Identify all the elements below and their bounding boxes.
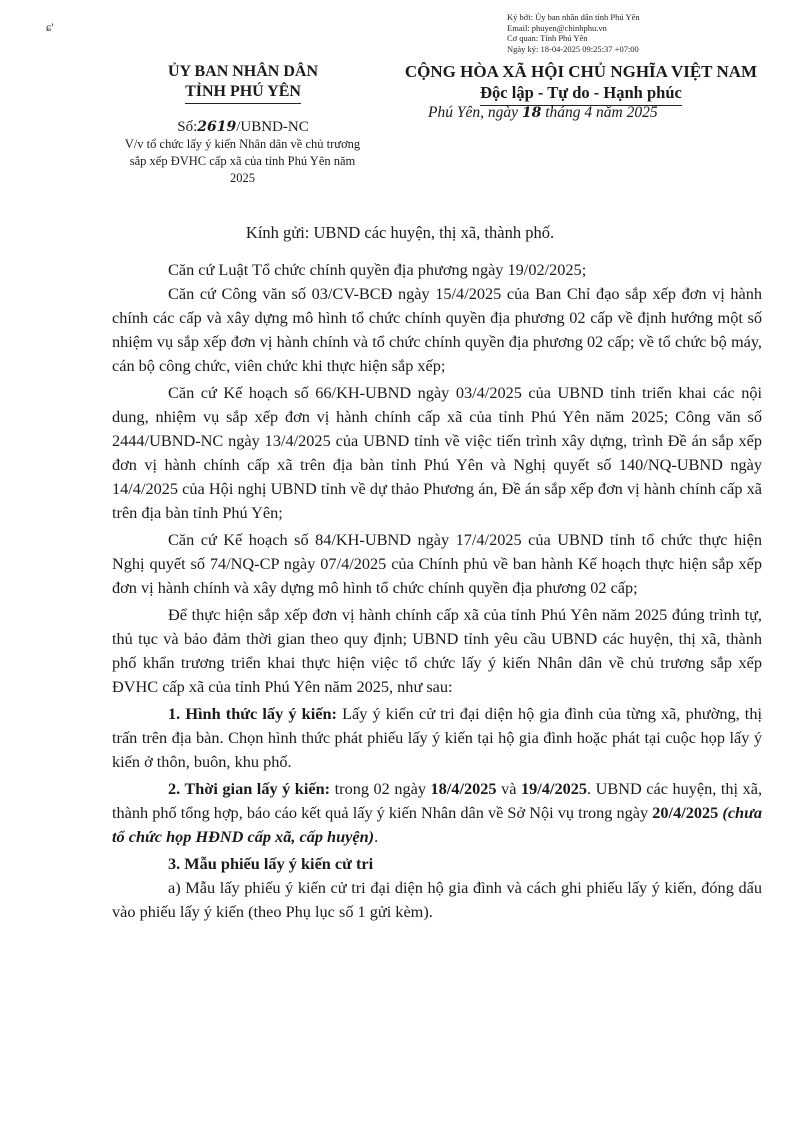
document-subject: V/v tổ chức lấy ý kiến Nhân dân về chủ trương sắp xếp ĐVHC cấp xã của tỉnh Phú Yên năm 2025 bbox=[124, 137, 361, 185]
paragraph-purpose: Để thực hiện sắp xếp đơn vị hành chính cấp xã của tỉnh Phú Yên năm 2025 đúng trình tự, thủ tục và bảo đảm thời gian theo quy định; UBND tỉnh yêu cầu UBND các huyện, thị xã, thành phố khẩn trương triển khai thực hiện việc tổ chức lấy ý kiến Nhân dân về chủ trương sắp xếp ĐVHC cấp xã của tỉnh Phú Yên năm 2025, như sau: bbox=[112, 605, 762, 696]
section-2-note: (chưa tổ chức họp HĐND cấp xã, cấp huyện) bbox=[112, 803, 762, 846]
signature-date: Ngày ký: 18-04-2025 09:25:37 +07:00 bbox=[507, 43, 639, 54]
section-2-text-b: . UBND các huyện, thị xã, thành phố tổng hợp, báo cáo kết quả lấy ý kiến Nhân dân về Sở Nội vụ trong ngày bbox=[112, 779, 763, 822]
docno-suffix: /UBND-NC bbox=[236, 119, 309, 135]
section-2-text-a: trong 02 ngày bbox=[330, 779, 431, 798]
date-day: 18 bbox=[521, 105, 542, 121]
section-2-date-2: 19/4/2025 bbox=[520, 779, 588, 798]
national-motto: Độc lập - Tự do - Hạnh phúc bbox=[480, 82, 682, 106]
docno-number: 2619 bbox=[197, 119, 237, 135]
section-1-heading: 1. Hình thức lấy ý kiến: bbox=[168, 704, 337, 723]
paragraph-legal-basis-2: Căn cứ Công văn số 03/CV-BCĐ ngày 15/4/2025 của Ban Chỉ đạo sắp xếp đơn vị hành chính các cấp và xây dựng mô hình tổ chức chính quyền địa phương 02 cấp về định hướng một số nhiệm vụ sắp xếp đơn vị hành chính và tổ chức chính quyền địa phương 02 cấp; về tổ chức bộ máy, cán bộ công chức, viên chức khi thực hiện sắp xếp; bbox=[112, 284, 762, 375]
nation-name: CỘNG HÒA XÃ HỘI CHỦ NGHĨA VIỆT NAM bbox=[404, 62, 758, 81]
org-name-line2: TỈNH PHÚ YÊN bbox=[185, 82, 301, 104]
document-number bbox=[118, 118, 368, 136]
docno-prefix: Số: bbox=[177, 119, 198, 135]
corner-handwritten-mark: ɕ' bbox=[46, 20, 54, 34]
document-body bbox=[112, 258, 762, 924]
place-date-line bbox=[428, 104, 738, 122]
digital-signature-block bbox=[507, 12, 640, 54]
section-3-heading: 3. Mẫu phiếu lấy ý kiến cử tri bbox=[168, 854, 374, 873]
section-2-end: . bbox=[374, 827, 379, 846]
section-2-date-1: 18/4/2025 bbox=[430, 779, 497, 798]
section-2 bbox=[112, 777, 762, 849]
signature-agency: Cơ quan: Tỉnh Phú Yên bbox=[507, 33, 588, 43]
issuing-authority bbox=[118, 62, 368, 136]
section-3a: a) Mẫu lấy phiếu ý kiến cử tri đại diện hộ gia đình và cách ghi phiếu lấy ý kiến, đóng dấu vào phiếu lấy ý kiến (theo Phụ lục số 1 gửi kèm). bbox=[112, 878, 762, 921]
signature-email: Email: phuyen@chinhphu.vn bbox=[507, 22, 607, 33]
paragraph-legal-basis-1: Căn cứ Luật Tổ chức chính quyền địa phương ngày 19/02/2025; bbox=[168, 260, 587, 279]
org-name-line1: ỦY BAN NHÂN DÂN bbox=[167, 63, 319, 80]
section-1-text: Lấy ý kiến cử tri đại diện hộ gia đình của từng xã, phường, thị trấn trên địa bàn. Chọn hình thức phát phiếu lấy ý kiến tại hộ gia đình hoặc phát tại cuộc họp lấy ý kiến ở thôn, buôn, khu phố. bbox=[112, 704, 762, 771]
date-prefix: Phú Yên, ngày bbox=[428, 104, 518, 121]
paragraph-legal-basis-4: Căn cứ Kế hoạch số 84/KH-UBND ngày 17/4/2025 của UBND tỉnh tổ chức thực hiện Nghị quyết số 74/NQ-CP ngày 07/4/2025 của Chính phủ về ban hành Kế hoạch thực hiện sắp xếp đơn vị hành chính và xây dựng mô hình tổ chức chính quyền địa phương 02 cấp; bbox=[112, 530, 762, 597]
paragraph-legal-basis-3: Căn cứ Kế hoạch số 66/KH-UBND ngày 03/4/2025 của UBND tỉnh triển khai các nội dung, nhiệm vụ sắp xếp đơn vị hành chính cấp xã của tỉnh Phú Yên năm 2025; Công văn số 2444/UBND-NC ngày 13/4/2025 của UBND tỉnh về việc tiến trình xây dựng, trình Đề án sắp xếp đơn vị hành chính cấp xã trên địa bàn tỉnh Phú Yên và Nghị quyết số 140/NQ-UBND ngày 14/4/2025 của Hội nghị UBND tỉnh về dự thảo Phương án, Đề án sắp xếp đơn vị hành chính cấp xã trên địa bàn tỉnh Phú Yên; bbox=[112, 383, 762, 522]
section-1 bbox=[112, 702, 762, 774]
recipient-line: Kính gửi: UBND các huyện, thị xã, thành phố. bbox=[245, 223, 555, 242]
section-2-and: và bbox=[496, 779, 521, 798]
section-2-date-3: 20/4/2025 bbox=[652, 803, 719, 822]
national-header bbox=[386, 62, 776, 106]
section-2-heading: 2. Thời gian lấy ý kiến: bbox=[168, 779, 331, 798]
date-suffix: tháng 4 năm 2025 bbox=[545, 104, 658, 121]
signature-signer: Ký bởi: Ủy ban nhân dân tỉnh Phú Yên bbox=[507, 12, 640, 22]
